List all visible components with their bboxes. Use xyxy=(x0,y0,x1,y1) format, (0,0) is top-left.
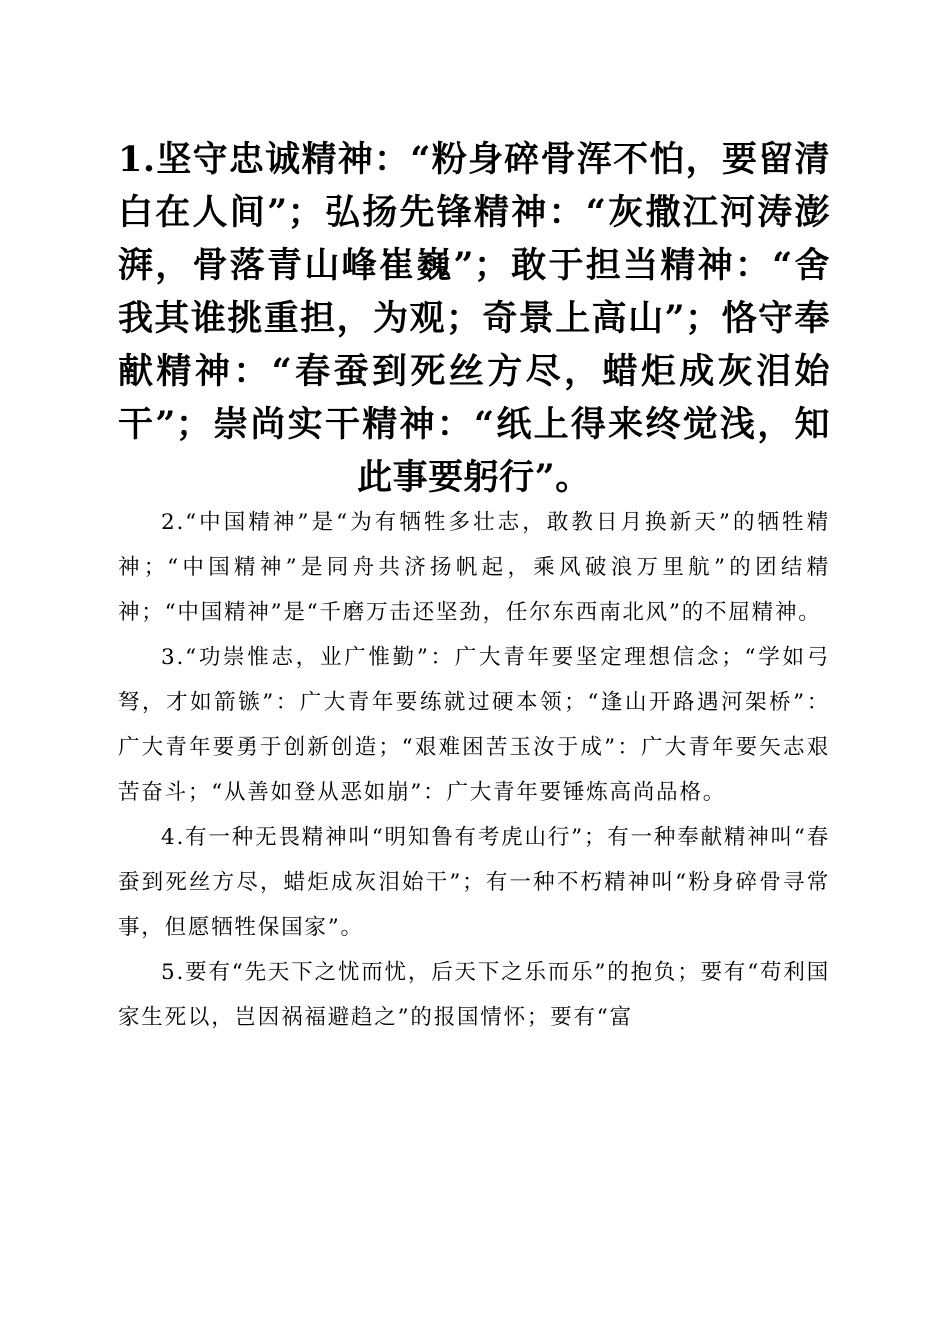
paragraph-4: 4.有一种无畏精神叫“明知鲁有考虎山行”；有一种奉献精神叫“春蚕到死丝方尽，蜡炬成灰泪始干”；有一种不朽精神叫“粉身碎骨寻常事，但愿牺牲保国家”。 xyxy=(118,825,830,940)
body-text xyxy=(118,500,830,1040)
paragraph-3: 3.“功崇惟志，业广惟勤”：广大青年要坚定理想信念；“学如弓弩，才如箭镞”：广大青年要练就过硬本领；“逢山开路遇河架桥”：广大青年要勇于创新创造；“艰难困苦玉汝于成”：广大青年要矢志艰苦奋斗；“从善如登从恶如崩”：广大青年要锤炼高尚品格。 xyxy=(118,645,830,805)
paragraph-5: 5.要有“先天下之忧而忧，后天下之乐而乐”的抱负；要有“苟利国家生死以，岂因祸福避趋之”的报国情怀；要有“富 xyxy=(118,960,830,1030)
paragraph-2: 2.“中国精神”是“为有牺牲多壮志，敢教日月换新天”的牺牲精神；“中国精神”是同舟共济扬帆起，乘风破浪万里航”的团结精神；“中国精神”是“千磨万击还坚劲，任尔东西南北风”的不屈精神。 xyxy=(118,510,830,625)
heading-paragraph: 1.坚守忠诚精神：“粉身碎骨浑不怕，要留清白在人间”；弘扬先锋精神：“灰撒江河涛澎湃，骨落青山峰崔巍”；敢于担当精神：“舍我其谁挑重担，为观；奇景上高山”；恪守奉献精神：“春蚕到死丝方尽，蜡炬成灰泪始干”；崇尚实干精神：“纸上得来终觉浅，知此事要躬行”。 xyxy=(118,139,830,498)
